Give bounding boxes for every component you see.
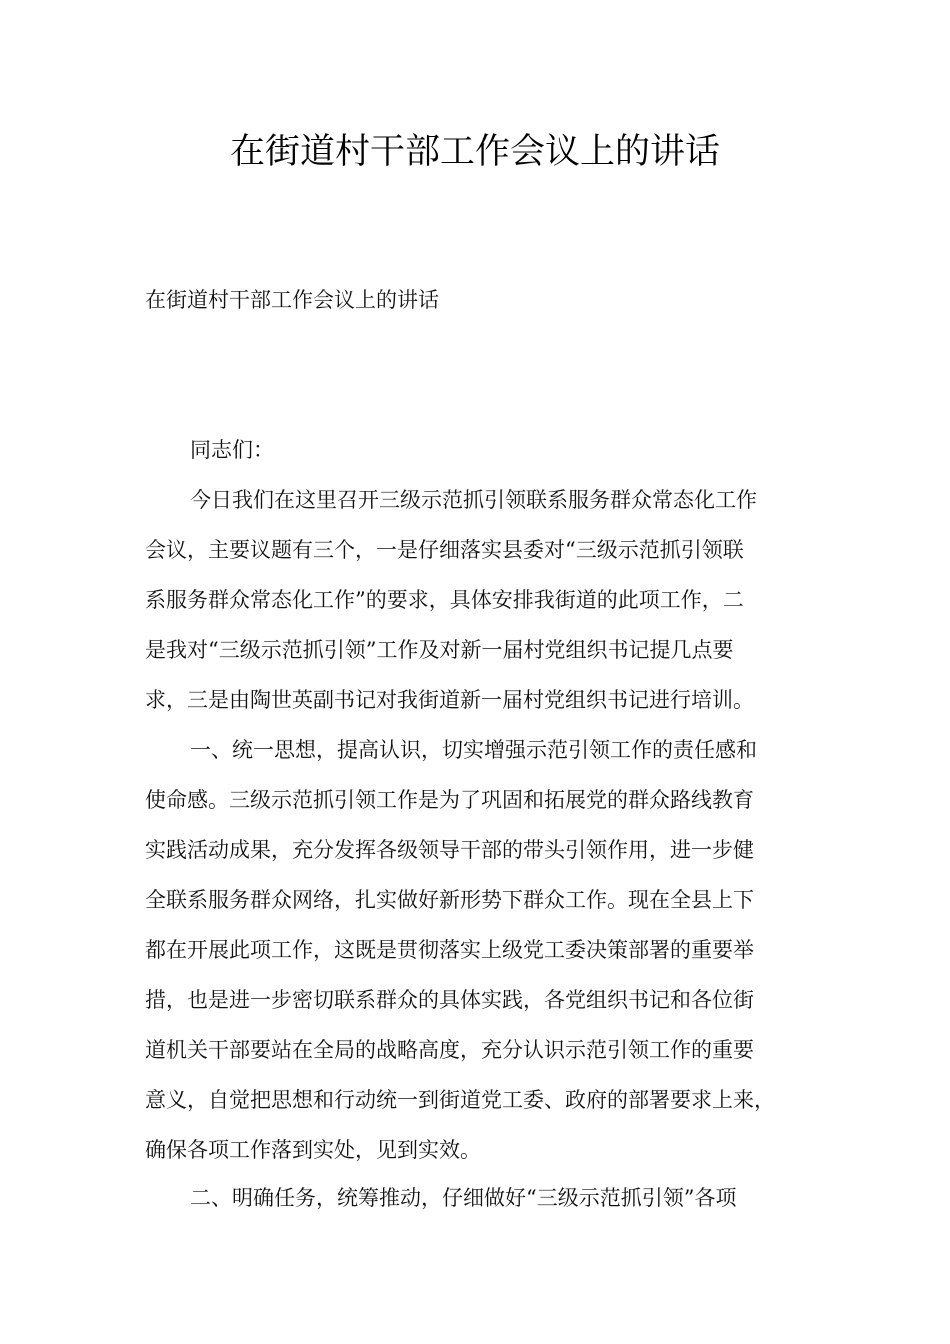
paragraph-line: 使命感。三级示范抓引领工作是为了巩固和拓展党的群众路线教育 [145, 788, 754, 812]
paragraph-line: 道机关干部要站在全局的战略高度，充分认识示范引领工作的重要 [145, 1038, 754, 1062]
paragraph-line: 今日我们在这里召开三级示范抓引领联系服务群众常态化工作 [190, 488, 757, 512]
paragraph-line: 都在开展此项工作，这既是贯彻落实上级党工委决策部署的重要举 [145, 938, 754, 962]
document-subtitle: 在街道村干部工作会议上的讲话 [145, 288, 439, 312]
paragraph-line: 意义，自觉把思想和行动统一到街道党工委、政府的部署要求上来， [145, 1088, 775, 1112]
paragraph-line: 确保各项工作落到实处，见到实效。 [145, 1138, 481, 1162]
paragraph-line: 一、统一思想，提高认识，切实增强示范引领工作的责任感和 [190, 738, 757, 762]
paragraph-line: 是我对“三级示范抓引领”工作及对新一届村党组织书记提几点要 [145, 638, 734, 662]
paragraph-2 [145, 725, 817, 1175]
salutation: 同志们： [190, 438, 274, 462]
paragraph-line: 会议，主要议题有三个，一是仔细落实县委对“三级示范抓引领联 [145, 538, 744, 562]
paragraph-line: 系服务群众常态化工作”的要求，具体安排我街道的此项工作，二 [145, 588, 744, 612]
paragraph-line: 措，也是进一步密切联系群众的具体实践，各党组织书记和各位街 [145, 988, 754, 1012]
salutation-block [145, 425, 817, 475]
paragraph-3 [145, 1173, 817, 1223]
paragraph-line: 求，三是由陶世英副书记对我街道新一届村党组织书记进行培训。 [145, 688, 754, 712]
paragraph-1 [145, 475, 817, 725]
paragraph-line: 二、明确任务，统筹推动，仔细做好“三级示范抓引领”各项 [190, 1186, 737, 1210]
paragraph-line: 全联系服务群众网络，扎实做好新形势下群众工作。现在全县上下 [145, 888, 754, 912]
paragraph-line: 实践活动成果，充分发挥各级领导干部的带头引领作用，进一步健 [145, 838, 754, 862]
document-title: 在街道村干部工作会议上的讲话 [229, 132, 720, 172]
